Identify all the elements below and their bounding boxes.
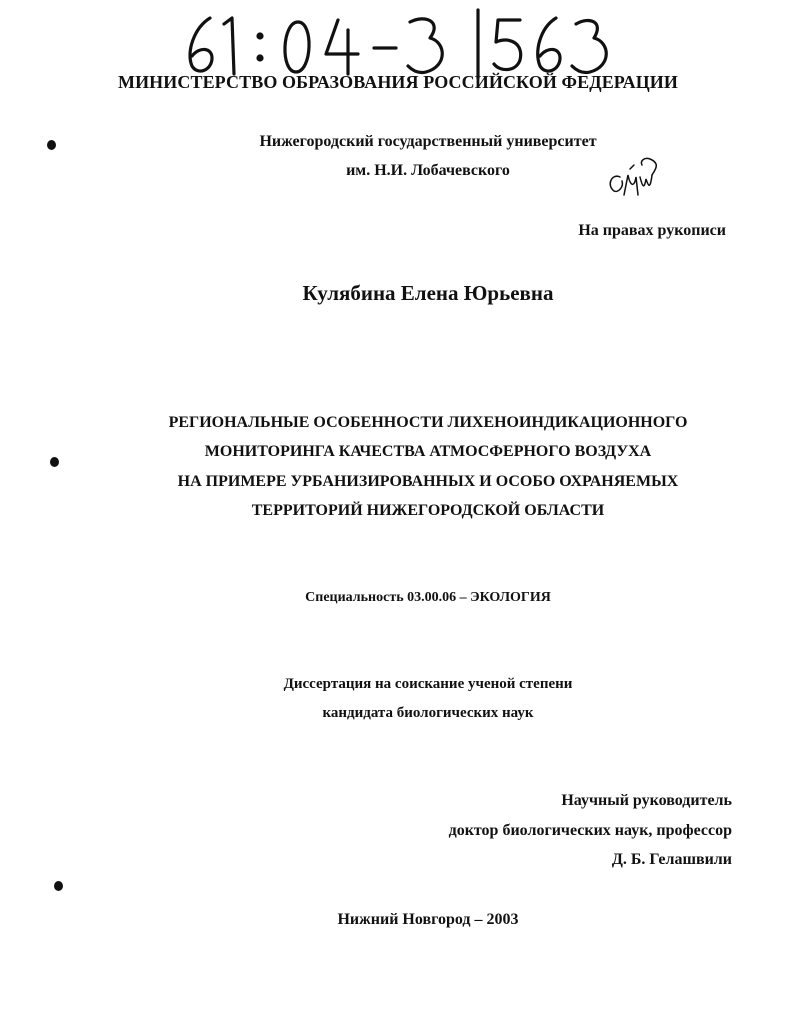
dissertation-title-line-3: НА ПРИМЕРЕ УРБАНИЗИРОВАННЫХ И ОСОБО ОХРАНЯЕМЫХ <box>177 473 679 490</box>
scan-speck <box>54 881 63 891</box>
supervisor-title: доктор биологических наук, профессор <box>448 822 732 839</box>
handwritten-signature <box>600 155 670 205</box>
degree-line-2: кандидата биологических наук <box>322 705 534 721</box>
university-name: Нижегородский государственный университет <box>259 133 597 150</box>
dissertation-title-line-1: РЕГИОНАЛЬНЫЕ ОСОБЕННОСТИ ЛИХЕНОИНДИКАЦИОННОГО <box>168 414 688 431</box>
handwritten-catalog-number <box>180 8 620 80</box>
dissertation-title-line-2: МОНИТОРИНГА КАЧЕСТВА АТМОСФЕРНОГО ВОЗДУХА <box>204 443 652 460</box>
city-and-year: Нижний Новгород – 2003 <box>337 911 519 928</box>
supervisor-name: Д. Б. Гелашвили <box>611 851 732 868</box>
specialty: Специальность 03.00.06 – ЭКОЛОГИЯ <box>305 590 551 605</box>
supervisor-label: Научный руководитель <box>561 792 732 809</box>
manuscript-rights-note: На правах рукописи <box>578 222 726 239</box>
ministry-heading: МИНИСТЕРСТВО ОБРАЗОВАНИЯ РОССИЙСКОЙ ФЕДЕРАЦИИ <box>117 72 678 92</box>
degree-line-1: Диссертация на соискание ученой степени <box>283 676 573 692</box>
dissertation-title-line-4: ТЕРРИТОРИЙ НИЖЕГОРОДСКОЙ ОБЛАСТИ <box>251 502 605 519</box>
university-named-after: им. Н.И. Лобачевского <box>346 162 510 179</box>
author-name: Кулябина Елена Юрьевна <box>302 281 554 305</box>
